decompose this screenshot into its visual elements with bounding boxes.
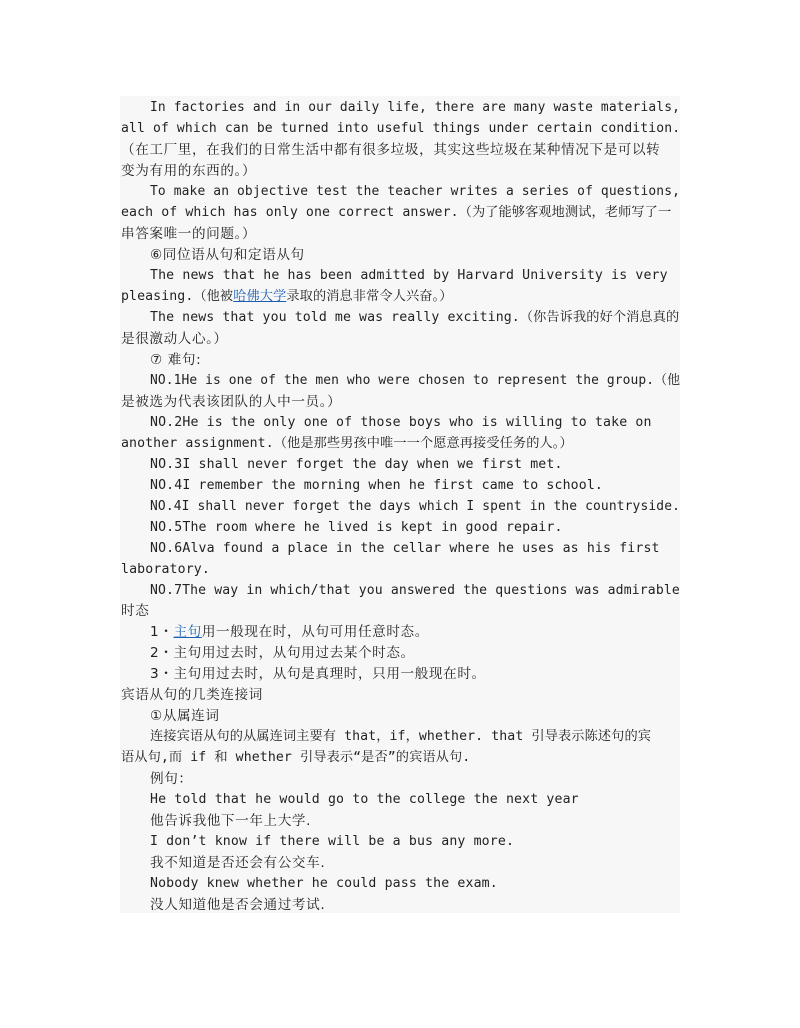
text-line: 是很激动人心。） <box>121 331 228 347</box>
list-item: 2・主句用过去时，从句用过去某个时态。 <box>150 645 415 661</box>
text-line: The news that he has been admitted by Harvard University is very <box>150 268 668 283</box>
text-span: 用一般现在时，从句可用任意时态。 <box>201 624 429 640</box>
text-line: 例句： <box>150 771 193 787</box>
text-line: NO.3I shall never forget the day when we first met. <box>150 457 563 472</box>
list-item <box>150 622 429 642</box>
text-line: NO.5The room where he lived is kept in good repair. <box>150 520 563 535</box>
text-span: pleasing.（他被 <box>121 289 234 304</box>
example-sentence: Nobody knew whether he could pass the exam. <box>150 876 498 891</box>
text-line: 变为有用的东西的。） <box>121 163 257 179</box>
example-translation: 没人知道他是否会通过考试. <box>150 897 326 913</box>
text-line: 是被选为代表该团队的人中一员。） <box>121 394 342 410</box>
section-heading: ⑦ 难句: <box>150 352 202 368</box>
text-line: all of which can be turned into useful things under certain condition. <box>121 121 681 136</box>
text-line: each of which has only one correct answer.（为了能够客观地测试，老师写了一 <box>121 205 672 220</box>
text-line: In factories and in our daily life, there are many waste materials, <box>150 100 681 115</box>
example-sentence: He told that he would go to the college the next year <box>150 792 579 807</box>
section-heading: 宾语从句的几类连接词 <box>121 687 263 703</box>
example-translation: 他告诉我他下一年上大学. <box>150 813 312 829</box>
section-heading: 时态 <box>121 603 150 619</box>
text-line: another assignment.（他是那些男孩中唯一一个愿意再接受任务的人。） <box>121 436 573 451</box>
main-clause-link[interactable]: 主句 <box>173 624 202 640</box>
text-line: 串答案唯一的问题。） <box>121 226 257 242</box>
text-line: NO.4I shall never forget the days which I spent in the countryside. <box>150 499 681 514</box>
text-line <box>121 287 453 307</box>
list-item: 3・主句用过去时，从句是真理时，只用一般现在时。 <box>150 666 486 682</box>
text-line: NO.2He is the only one of those boys who is willing to take on <box>150 415 652 430</box>
text-line: NO.1He is one of the men who were chosen to represent the group.（他 <box>150 373 681 388</box>
text-line: NO.6Alva found a place in the cellar where he uses as his first <box>150 541 660 556</box>
example-sentence: I don’t know if there will be a bus any more. <box>150 834 515 849</box>
text-line: （在工厂里，在我们的日常生活中都有很多垃圾，其实这些垃圾在某种情况下是可以转 <box>121 142 661 158</box>
text-line: The news that you told me was really exciting.（你告诉我的好个消息真的 <box>150 310 680 325</box>
example-translation: 我不知道是否还会有公交车. <box>150 855 326 871</box>
list-number: 1・ <box>150 624 174 640</box>
section-heading: ⑥同位语从句和定语从句 <box>150 247 305 263</box>
text-line: NO.7The way in which/that you answered the questions was admirable <box>150 583 680 598</box>
text-line: To make an objective test the teacher writes a series of questions, <box>150 184 681 199</box>
text-line: 语从句,而 if 和 whether 引导表示“是否”的宾语从句. <box>121 750 471 765</box>
subsection-heading: ①从属连词 <box>150 708 220 724</box>
text-line: laboratory. <box>121 562 210 577</box>
harvard-link[interactable]: 哈佛大学 <box>233 289 287 304</box>
text-span: 录取的消息非常令人兴奋。） <box>286 289 453 304</box>
text-line: 连接宾语从句的从属连词主要有 that，if，whether. that 引导表示陈述句的宾 <box>150 729 652 744</box>
text-line: NO.4I remember the morning when he first came to school. <box>150 478 604 493</box>
